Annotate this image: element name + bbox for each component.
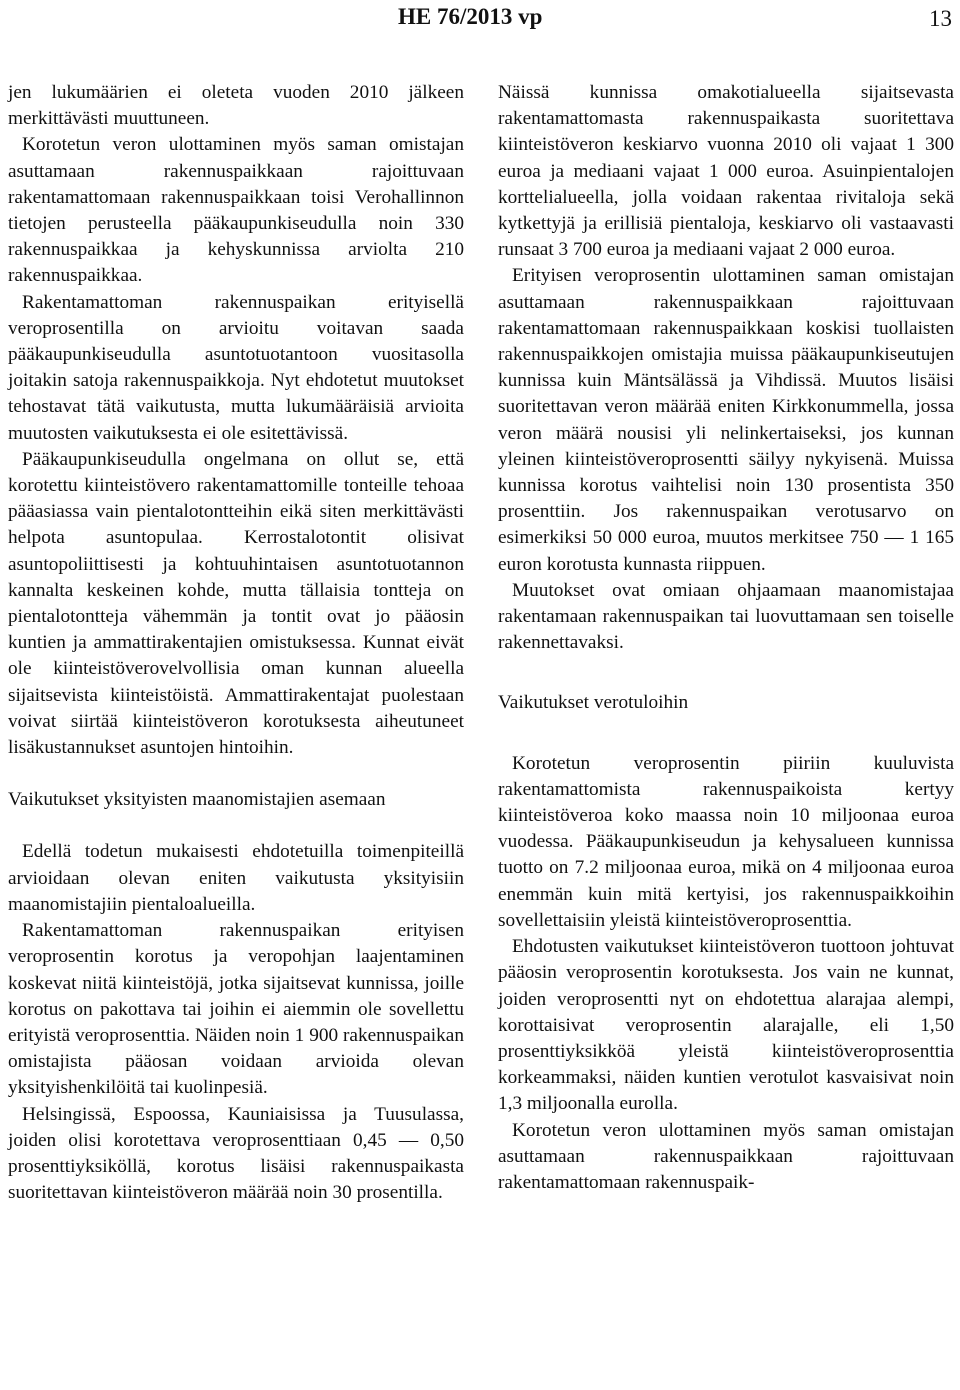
paragraph: Rakentamattoman rakennuspaikan erityisen veroprosentin korotus ja veropohjan laajentaminen koskevat niitä kiinteistöjä, jotka sijaitsevat kunnissa, joille korotus on pakottava tai joihin ei aiemmin ole sovellettu erityistä veroprosenttia. Näiden noin 1 900 rakennuspaikan omistajista pääosan voidaan arvioida olevan yksityishenkilöitä tai kuolinpesiä. [8, 920, 464, 1099]
paragraph: Näissä kunnissa omakotialueella sijaitsevasta rakentamattomasta rakennuspaikasta suoritettava kiinteistöveron keskiarvo vuonna 2010 oli vajaat 1 300 euroa ja mediaani vajaat 1 000 euroa. Asuinpientalojen korttelialueella, jolla voidaan rakentaa rivitaloja sekä kytkettyjä ja erillisiä pientaloja, keskiarvo oli vastaavasti runsaat 3 700 euroa ja mediaani vajaat 2 000 euroa. [498, 82, 954, 261]
section-heading: Vaikutukset yksityisten maanomistajien asemaan [8, 789, 386, 811]
left-column [8, 80, 464, 1206]
document-reference: HE 76/2013 vp [398, 4, 543, 29]
paragraph: Edellä todetun mukaisesti ehdotetuilla toimenpiteillä arvioidaan olevan eniten vaikutusta yksityisiin maanomistajiin pientaloalueilla. [8, 841, 464, 915]
paragraph: Korotetun veroprosentin piiriin kuuluvista rakentamattomista rakennuspaikoista kertyy kiinteistöveroa koko maassa noin 10 miljoonaa euroa vuodessa. Pääkaupunkiseudun ja kehysalueen kunnissa tuotto on 7.2 miljoonaa euroa, mikä on 4 miljoonaa euroa enemmän kuin mitä kertyisi, jos rakennuspaikkoihin sovellettaisiin yleistä kiinteistöveroprosenttia. [498, 752, 954, 931]
paragraph: Korotetun veron ulottaminen myös saman omistajan asuttamaan rakennuspaikkaan rajoittuvaan rakentamattomaan rakennuspaikkaan toisi Verohallinnon tietojen perusteella pääkaupunkiseudulla noin 330 rakennuspaikkaa ja kehyskunnissa arviolta 210 rakennuspaikkaa. [8, 134, 464, 287]
paragraph: Rakentamattoman rakennuspaikan erityisellä veroprosentilla on arvioitu voitavan saada pääkaupunkiseudulla asuntotuotantoon vuositasolla joitakin satoja rakennuspaikkoja. Nyt ehdotetut muutokset tehostavat tätä vaikutusta, mutta lukumääräisiä arvioita muutosten vaikutuksesta ei ole esitettävissä. [8, 291, 464, 444]
right-column [498, 80, 954, 1196]
paragraph: Erityisen veroprosentin ulottaminen saman omistajan asuttamaan rakennuspaikkaan rajoittuvaan rakentamattomaan rakennuspaikkaan koskisi tuollaisten rakennuspaikkojen omistajia muissa pääkaupunkiseutujen kunnissa kuin Mäntsälässä ja Vihdissä. Muutos lisäisi suoritettavan veron määrää eniten Kirkkonummella, jossa veron määrä nousisi yli nelinkertaiseksi, jos kunnan yleinen kiinteistöveroprosentti säilyy nykyisenä. Muissa kunnissa korotus vaihtelisi noin 130 prosentista 350 prosenttiin. Jos rakennuspaikan verotusarvo on esimerkiksi 50 000 euroa, muutos merkitsee 750 — 1 165 euron korotusta kunnasta riippuen. [498, 265, 954, 575]
paragraph: Pääkaupunkiseudulla ongelmana on ollut se, että korotettu kiinteistövero rakentamattomille tonteille tehoaa pääasiassa vain pientalotontteihin eikä siten merkittävästi helpota asuntopulaa. Kerrostalotontit olisivat asuntopoliittisesti ja kohtuuhintaisen asuntotuotannon kannalta keskeinen kohde, mutta tällaisia tontteja on pientalotontteja vähemmän ja tontit ovat jo pääosin kuntien ja ammattirakentajien omistuksessa. Kunnat eivät ole kiinteistöverovelvollisia oman kunnan alueella sijaitsevista kiinteistöistä. Ammattirakentajat puolestaan voivat siirtää kiinteistöveron korotuksesta aiheutuneet lisäkustannukset asuntojen hintoihin. [8, 448, 464, 759]
page-number: 13 [929, 6, 952, 31]
paragraph: Muutokset ovat omiaan ohjaamaan maanomistajaa rakentamaan rakennuspaikan tai luovuttamaan sen toiselle rakennettavaksi. [498, 579, 954, 654]
paragraph: Helsingissä, Espoossa, Kauniaisissa ja Tuusulassa, joiden olisi korotettava veroprosenttiaan 0,45 — 0,50 prosenttiyksiköllä, korotus lisäisi rakennuspaikasta suoritettavan kiinteistöveron määrää noin 30 prosentilla. [8, 1103, 464, 1204]
paragraph: Korotetun veron ulottaminen myös saman omistajan asuttamaan rakennuspaikkaan rajoittuvaan rakentamattomaan rakennuspaik- [498, 1119, 954, 1193]
section-heading: Vaikutukset verotuloihin [498, 692, 689, 714]
page-header [0, 2, 960, 34]
paragraph: Ehdotusten vaikutukset kiinteistöveron tuottoon johtuvat pääosin veroprosentin korotuksesta. Jos vain ne kunnat, joiden veroprosentti nyt on ehdotettua alarajaa alempi, korottaisivat veroprosentin alarajalle, eli 1,50 prosenttiyksikköä yleistä kiinteistöveroprosenttia korkeammaksi, näiden kuntien verotulot kasvaisivat noin 1,3 miljoonalla eurolla. [498, 936, 954, 1115]
paragraph: jen lukumäärien ei oleteta vuoden 2010 jälkeen merkittävästi muuttuneen. [8, 82, 464, 130]
